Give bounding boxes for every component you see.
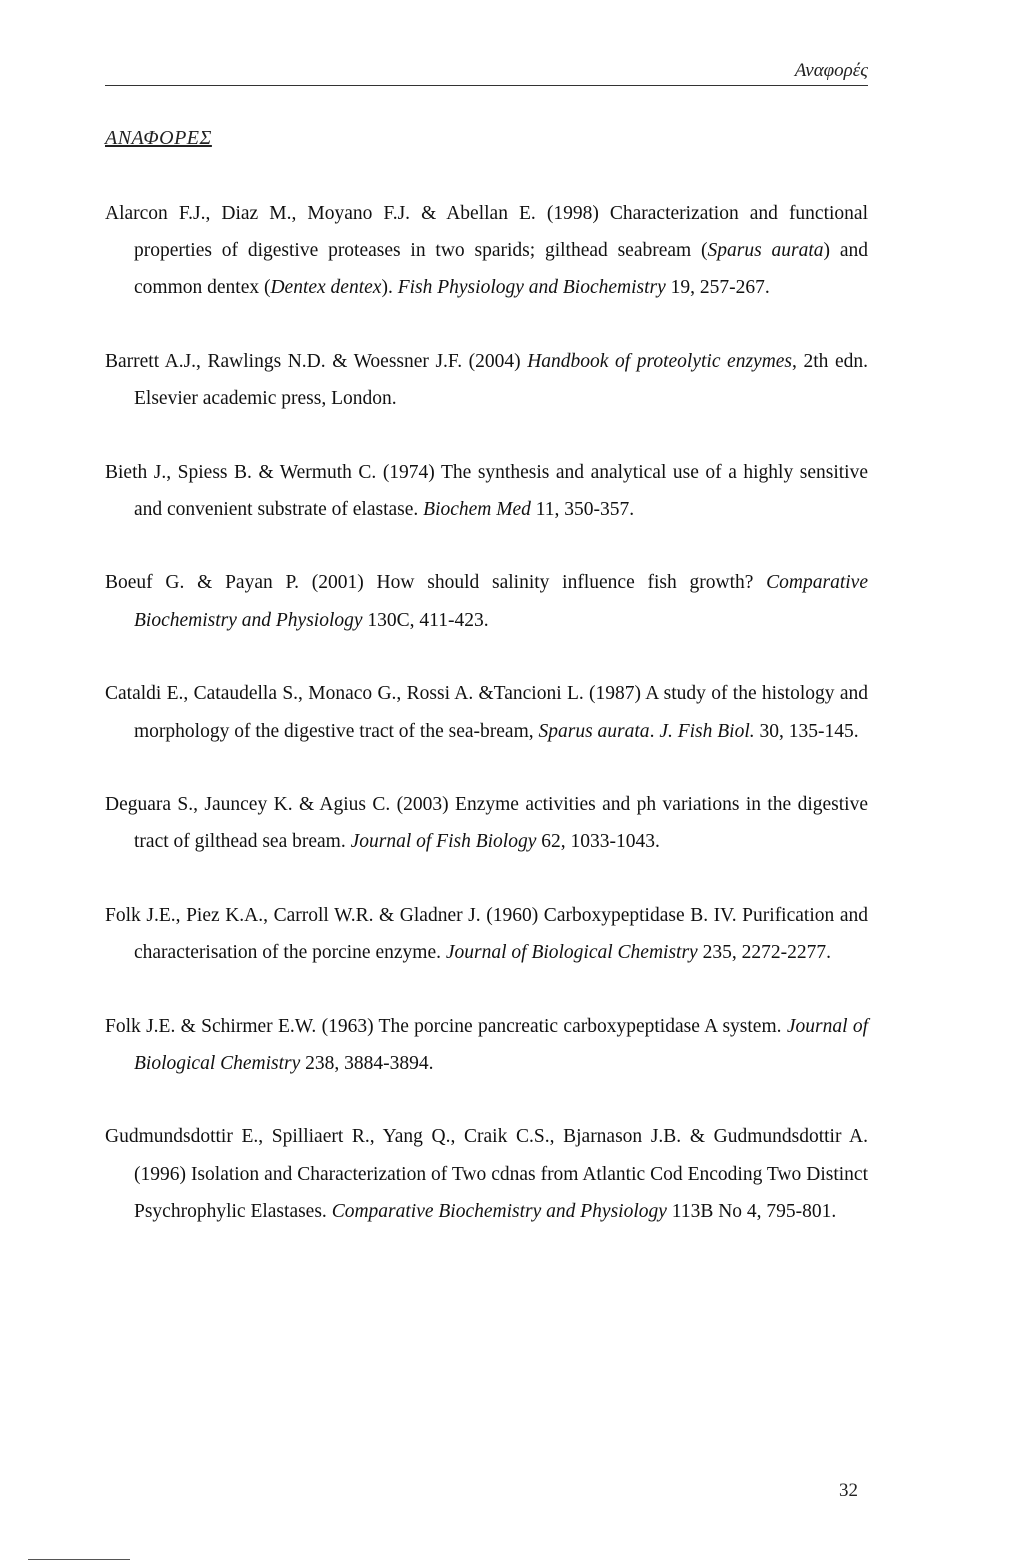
journal-name: Comparative Biochemistry and Physiology bbox=[331, 1201, 667, 1223]
species-name: Sparus aurata bbox=[707, 239, 824, 261]
reference-volume-pages: 130C, 411-423. bbox=[362, 609, 489, 631]
journal-name: Journal of Biological Chemistry bbox=[134, 1015, 868, 1074]
reference-entry bbox=[105, 675, 868, 750]
reference-volume-pages: 238, 3884-3894. bbox=[300, 1053, 434, 1074]
reference-entry bbox=[105, 897, 868, 972]
reference-text: Bieth J., Spiess B. & Wermuth C. (1974) The synthesis and analytical use of a highly sensitive and convenient substrate of elastase. bbox=[105, 461, 868, 520]
journal-name: Fish Physiology and Biochemistry bbox=[397, 277, 666, 299]
reference-text: Deguara S., Jauncey K. & Agius C. (2003) Enzyme activities and ph variations in the digestive tract of gilthead sea bream. bbox=[105, 793, 868, 853]
reference-text: . bbox=[649, 720, 660, 742]
reference-text: Alarcon F.J., Diaz M., Moyano F.J. & Abellan E. (1998) Characterization and functional properties of digestive proteases in two sparids; gilthead seabream ( bbox=[105, 202, 868, 261]
reference-text: Gudmundsdottir E., Spilliaert R., Yang Q., Craik C.S., Bjarnason J.B. & Gudmundsdottir A. (1996) Isolation and Characterization of Two cdnas from Atlantic Cod Encoding Two Distinct Psychrophylic Elastases. bbox=[105, 1126, 868, 1223]
species-name: Sparus aurata bbox=[538, 720, 650, 742]
reference-volume-pages: 235, 2272-2277. bbox=[697, 942, 831, 964]
reference-volume-pages: 19, 257-267. bbox=[665, 277, 770, 299]
reference-entry bbox=[105, 195, 868, 307]
reference-publisher: , 2th edn. Elsevier academic press, London. bbox=[134, 350, 868, 410]
journal-name: J. Fish Biol. bbox=[659, 720, 755, 742]
reference-volume-pages: 30, 135-145. bbox=[754, 720, 859, 742]
reference-entry bbox=[105, 1118, 868, 1230]
reference-entry bbox=[105, 786, 868, 861]
reference-list bbox=[105, 175, 868, 1250]
journal-name: Comparative Biochemistry and Physiology bbox=[134, 572, 868, 631]
reference-text: ). bbox=[381, 277, 398, 299]
reference-entry bbox=[105, 564, 868, 639]
reference-volume-pages: 11, 350-357. bbox=[530, 498, 635, 520]
reference-volume-pages: 113B No 4, 795-801. bbox=[666, 1201, 837, 1223]
reference-text: Cataldi E., Cataudella S., Monaco G., Rossi A. &Tancioni L. (1987) A study of the histology and morphology of the digestive tract of the sea-bream, bbox=[105, 683, 868, 742]
section-title: ΑΝΑΦΟΡΕΣ bbox=[105, 127, 212, 149]
reference-text: Folk J.E. & Schirmer E.W. (1963) The porcine pancreatic carboxypeptidase A system. bbox=[105, 1015, 787, 1037]
running-header bbox=[105, 60, 868, 86]
reference-text: ) and common dentex ( bbox=[134, 239, 868, 299]
journal-name: Journal of Biological Chemistry bbox=[445, 942, 698, 964]
reference-entry bbox=[105, 343, 868, 418]
reference-text: Boeuf G. & Payan P. (2001) How should salinity influence fish growth? bbox=[105, 572, 767, 594]
journal-name: Journal of Fish Biology bbox=[350, 831, 537, 853]
journal-name: Biochem Med bbox=[423, 498, 531, 520]
reference-entry bbox=[105, 1008, 868, 1083]
footnote-divider bbox=[28, 1559, 130, 1560]
reference-text: Barrett A.J., Rawlings N.D. & Woessner J.F. (2004) bbox=[105, 350, 528, 372]
species-name: Dentex dentex bbox=[270, 277, 382, 299]
reference-text: Folk J.E., Piez K.A., Carroll W.R. & Gladner J. (1960) Carboxypeptidase B. IV. Purification and characterisation of the porcine enzyme. bbox=[105, 904, 868, 964]
book-title: Handbook of proteolytic enzymes bbox=[527, 350, 793, 372]
running-header-title: Αναφορές bbox=[794, 60, 868, 81]
reference-entry bbox=[105, 454, 868, 529]
page-number: 32 bbox=[839, 1480, 858, 1501]
reference-volume-pages: 62, 1033-1043. bbox=[536, 831, 660, 853]
